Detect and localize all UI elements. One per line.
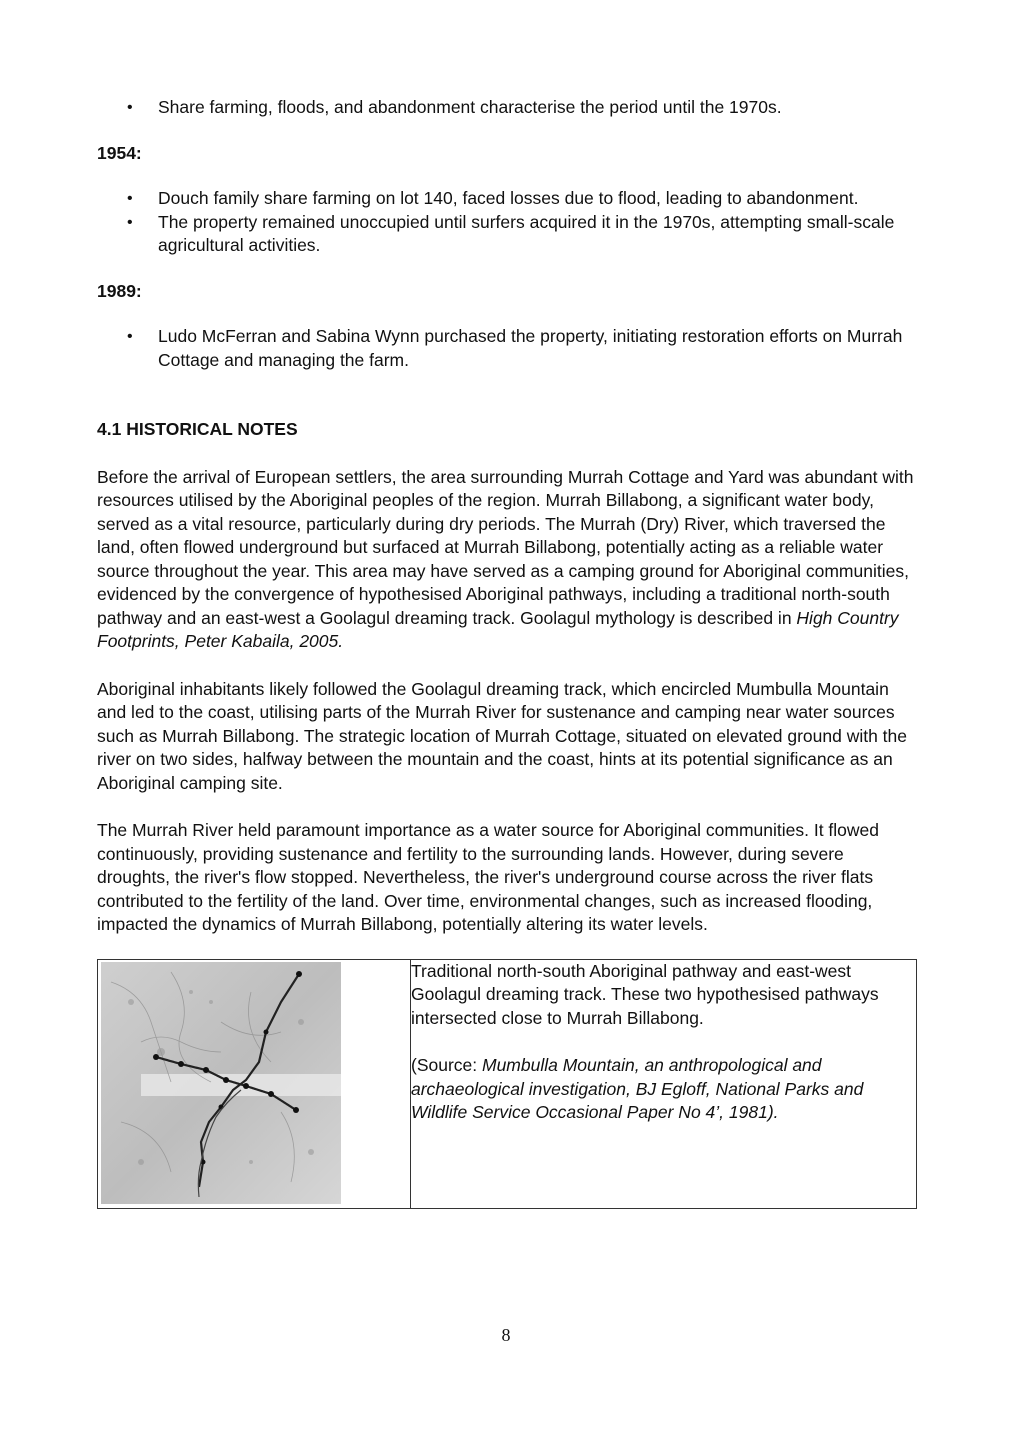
paragraph-1-text: Before the arrival of European settlers, the area surrounding Murrah Cottage and Yard was abundant with resources utilised by the Aboriginal peoples of the region. Murrah Billabong, a significant water body, served as a vital resource, particularly during dry periods. The Murrah (Dry) River, which traversed the land, often flowed underground but surfaced at Murrah Billabong, potentially acting as a reliable water source throughout the year. This area may have served as a camping ground for Aboriginal communities, evidenced by the convergence of hypothesised Aboriginal pathways, including a traditional north-south pathway and an east-west a Goolagul dreaming track. Goolagul mythology is described in [97, 466, 914, 628]
figure-table [97, 959, 917, 1209]
page-content [97, 96, 917, 1209]
intro-bullet-list [97, 96, 917, 120]
figure-source-prefix: (Source: [411, 1055, 482, 1075]
figure-map-cell [98, 959, 411, 1208]
figure-caption: Traditional north-south Aboriginal pathway and east-west Goolagul dreaming track. These two hypothesised pathways intersected close to Murrah Billabong. [411, 960, 879, 1028]
list-item: • Ludo McFerran and Sabina Wynn purchased the property, initiating restoration efforts on Murrah Cottage and managing the farm. [158, 325, 917, 372]
figure-caption-cell [411, 959, 917, 1208]
bullet-list-1989 [97, 325, 917, 372]
list-item: • Douch family share farming on lot 140, faced losses due to flood, leading to abandonment. [158, 187, 917, 211]
figure-source-citation: Mumbulla Mountain, an anthropological and archaeological investigation, BJ Egloff, National Parks and Wildlife Service Occasional Paper No 4’, 1981). [411, 1055, 864, 1122]
page-number: 8 [501, 1325, 511, 1345]
section-heading: 4.1 HISTORICAL NOTES [97, 419, 298, 439]
figure-source [411, 1054, 916, 1125]
map-image [101, 962, 341, 1204]
paragraph-1-citation: High Country Footprints, Peter Kabaila, 2005. [97, 607, 899, 651]
year-heading-1954: 1954: [97, 142, 142, 163]
list-item: • Share farming, floods, and abandonment characterise the period until the 1970s. [158, 96, 917, 120]
paragraph-3: The Murrah River held paramount importance as a water source for Aboriginal communities. It flowed continuously, providing sustenance and fertility to the surrounding lands. However, during severe droughts, the river's flow stopped. Nevertheless, the river's underground course across the river flats contributed to the fertility of the land. Over time, environmental changes, such as increased flooding, impacted the dynamics of Murrah Billabong, potentially altering its water levels. [97, 820, 880, 934]
paragraph-2: Aboriginal inhabitants likely followed the Goolagul dreaming track, which encircled Mumbulla Mountain and led to the coast, utilising parts of the Murrah River for sustenance and camping near water sources such as Murrah Billabong. The strategic location of Murrah Cottage, situated on elevated ground with the river on two sides, halfway between the mountain and the coast, hints at its potential significance as an Aboriginal camping site. [97, 678, 908, 793]
bullet-list-1954 [97, 187, 917, 258]
year-heading-1989: 1989: [97, 280, 142, 301]
paragraph-1 [97, 466, 917, 654]
list-item: • The property remained unoccupied until surfers acquired it in the 1970s, attempting small-scale agricultural activities. [158, 211, 917, 258]
